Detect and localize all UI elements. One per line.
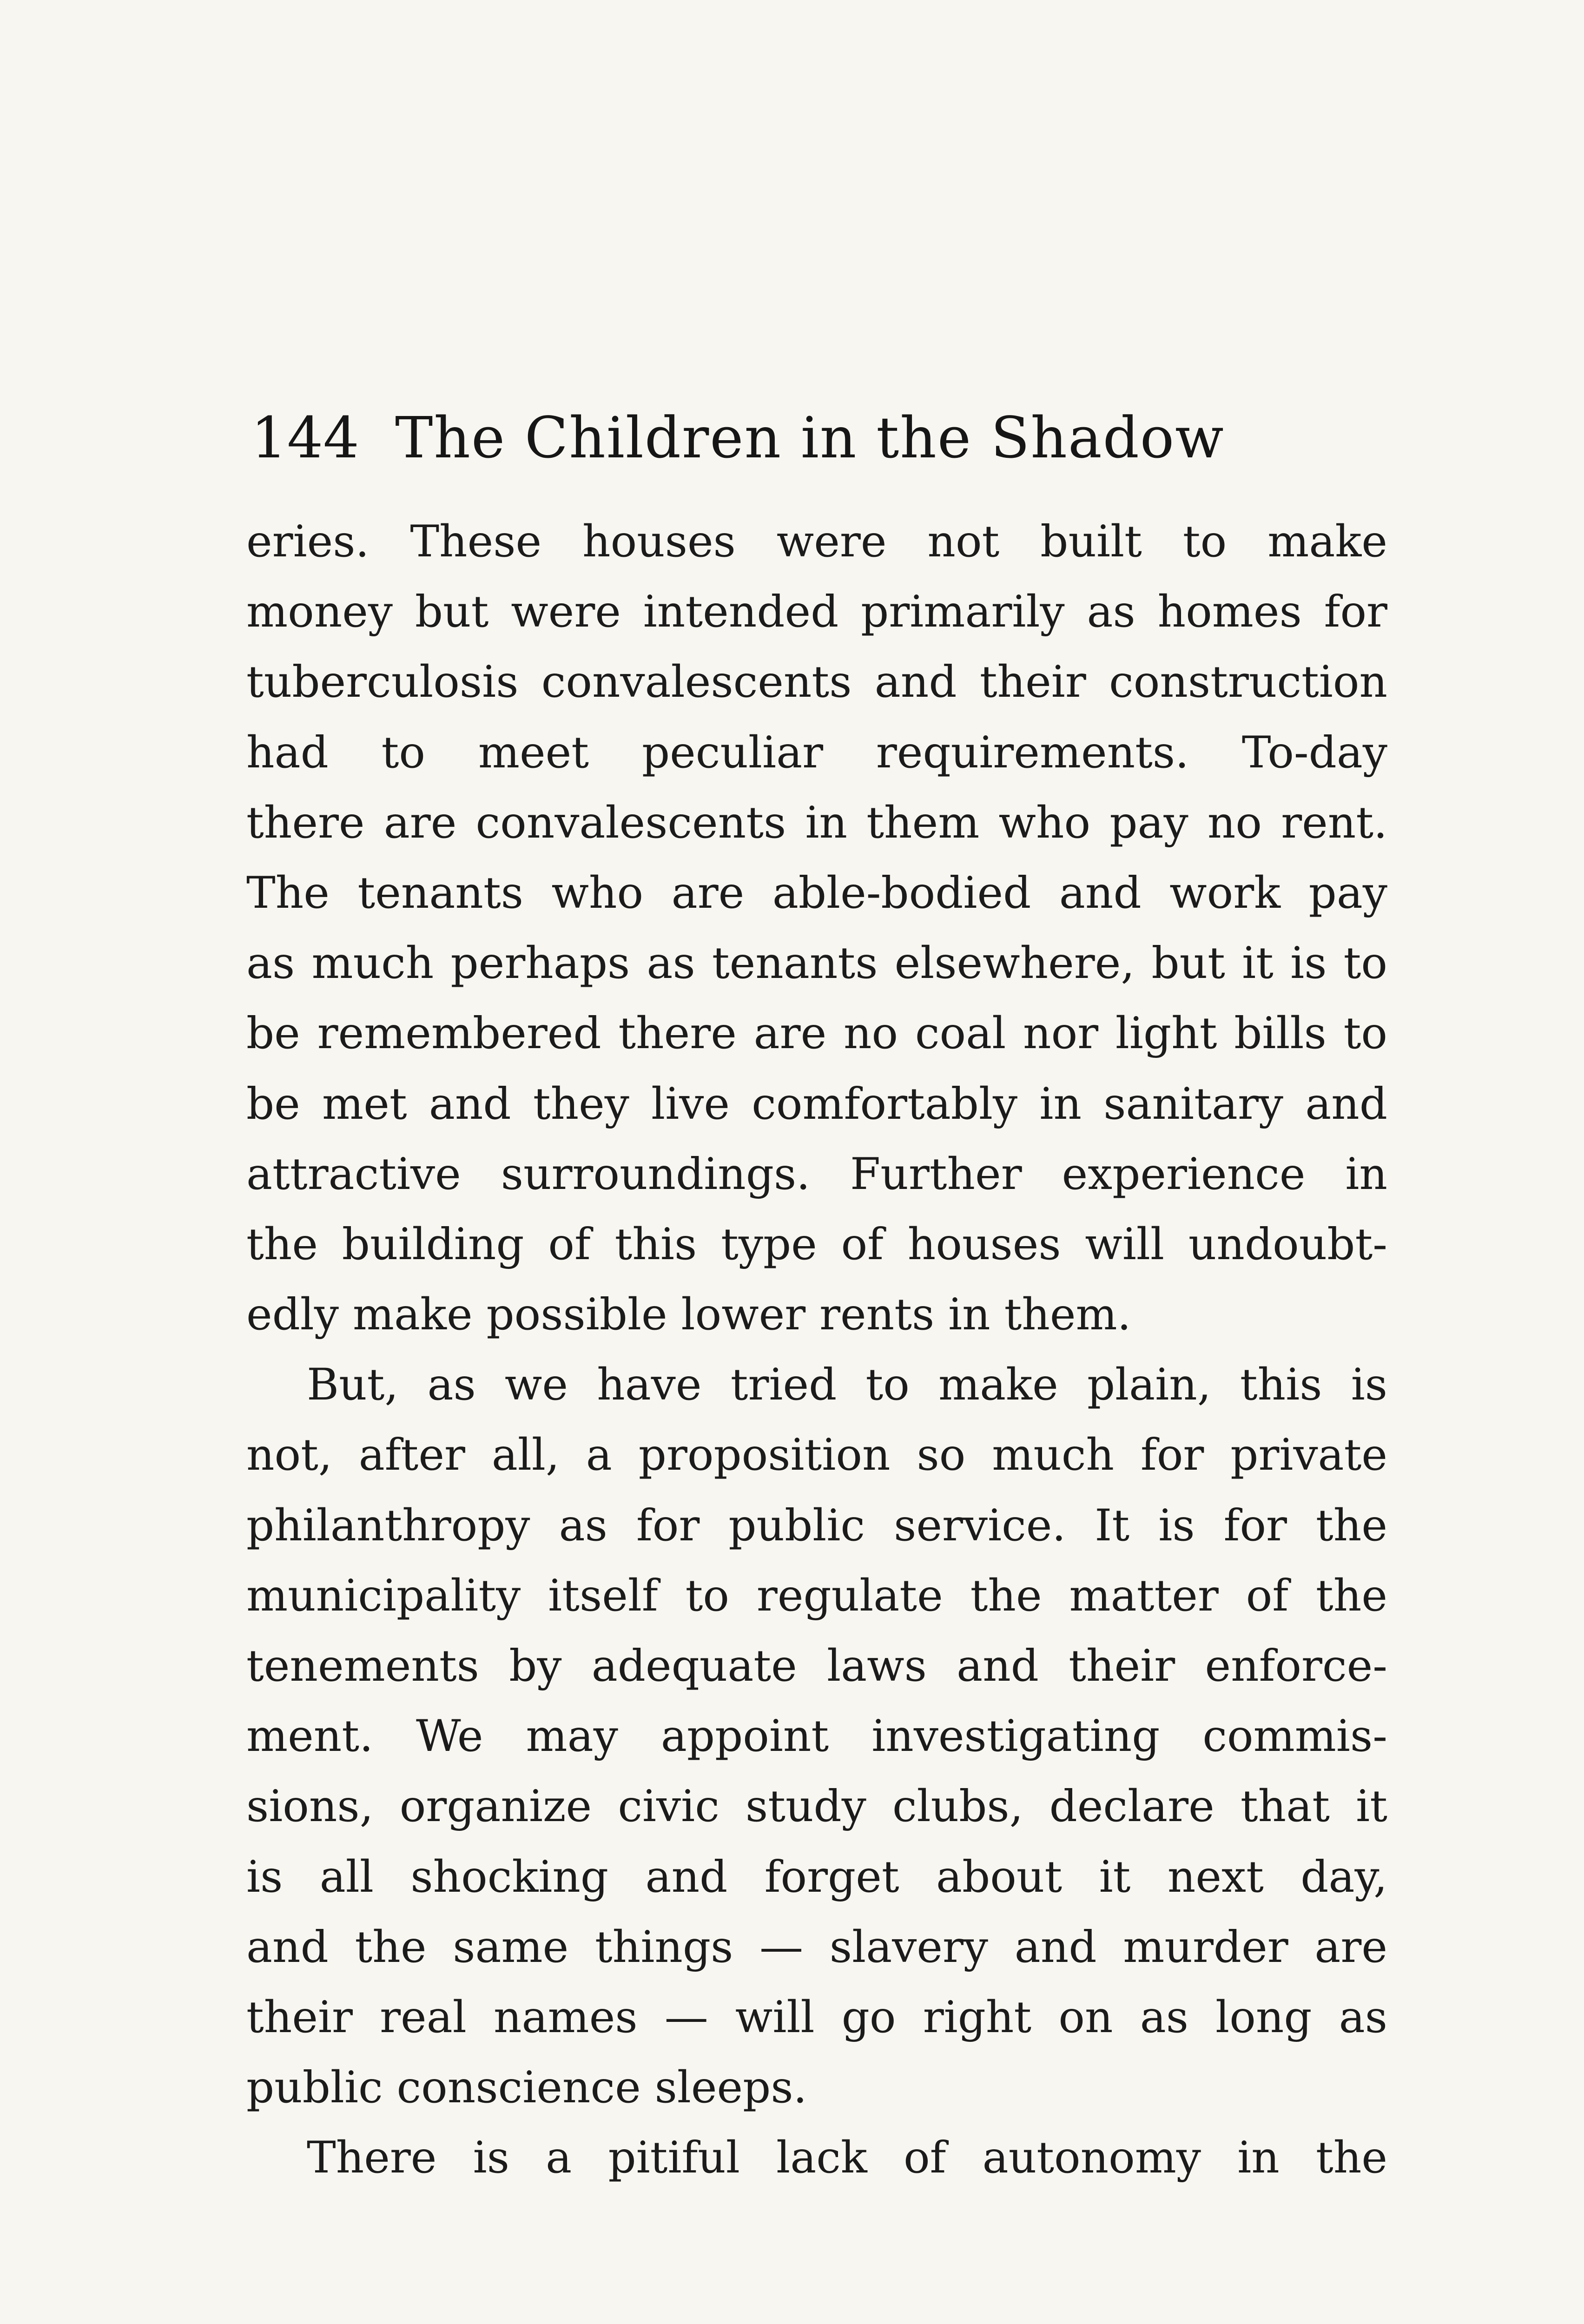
text-line: as much perhaps as tenants elsewhere, but it is to (246, 938, 1387, 989)
running-head (251, 405, 1227, 470)
text-line: their real names — will go right on as long as (246, 1992, 1387, 2043)
text-line: ment. We may appoint investigating commis- (246, 1711, 1387, 1762)
text-line: the building of this type of houses will undoubt- (246, 1219, 1387, 1270)
text-line: public conscience sleeps. (246, 2062, 807, 2113)
text-line: there are convalescents in them who pay no rent. (246, 797, 1387, 848)
book-title: The Children in the Shadow (395, 405, 1225, 471)
text-line: money but were intended primarily as homes for (246, 587, 1387, 638)
text-line: be remembered there are no coal nor light bills to (246, 1008, 1387, 1059)
text-line: and the same things — slavery and murder are (246, 1921, 1387, 1973)
text-line: had to meet peculiar requirements. To-day (246, 727, 1387, 778)
text-line: There is a pitiful lack of autonomy in the (307, 2133, 1387, 2184)
body-text (246, 507, 1387, 2193)
text-line: But, as we have tried to make plain, this is (307, 1360, 1387, 1411)
text-line: The tenants who are able-bodied and work pay (246, 867, 1387, 918)
page-number: 144 (251, 405, 359, 471)
text-line: is all shocking and forget about it next day, (246, 1851, 1387, 1902)
text-line: not, after all, a proposition so much for private (246, 1430, 1387, 1481)
text-line: municipality itself to regulate the matter of the (246, 1570, 1387, 1621)
text-line: philanthropy as for public service. It is for the (246, 1500, 1387, 1551)
text-line: edly make possible lower rents in them. (246, 1289, 1131, 1340)
text-line: be met and they live comfortably in sanitary and (246, 1078, 1387, 1129)
text-line: tenements by adequate laws and their enforce- (246, 1641, 1387, 1691)
text-line: sions, organize civic study clubs, declare that it (246, 1781, 1387, 1832)
text-line: tuberculosis convalescents and their construction (246, 657, 1387, 708)
text-line: attractive surroundings. Further experience in (246, 1149, 1387, 1200)
text-line: eries. These houses were not built to make (246, 516, 1387, 567)
